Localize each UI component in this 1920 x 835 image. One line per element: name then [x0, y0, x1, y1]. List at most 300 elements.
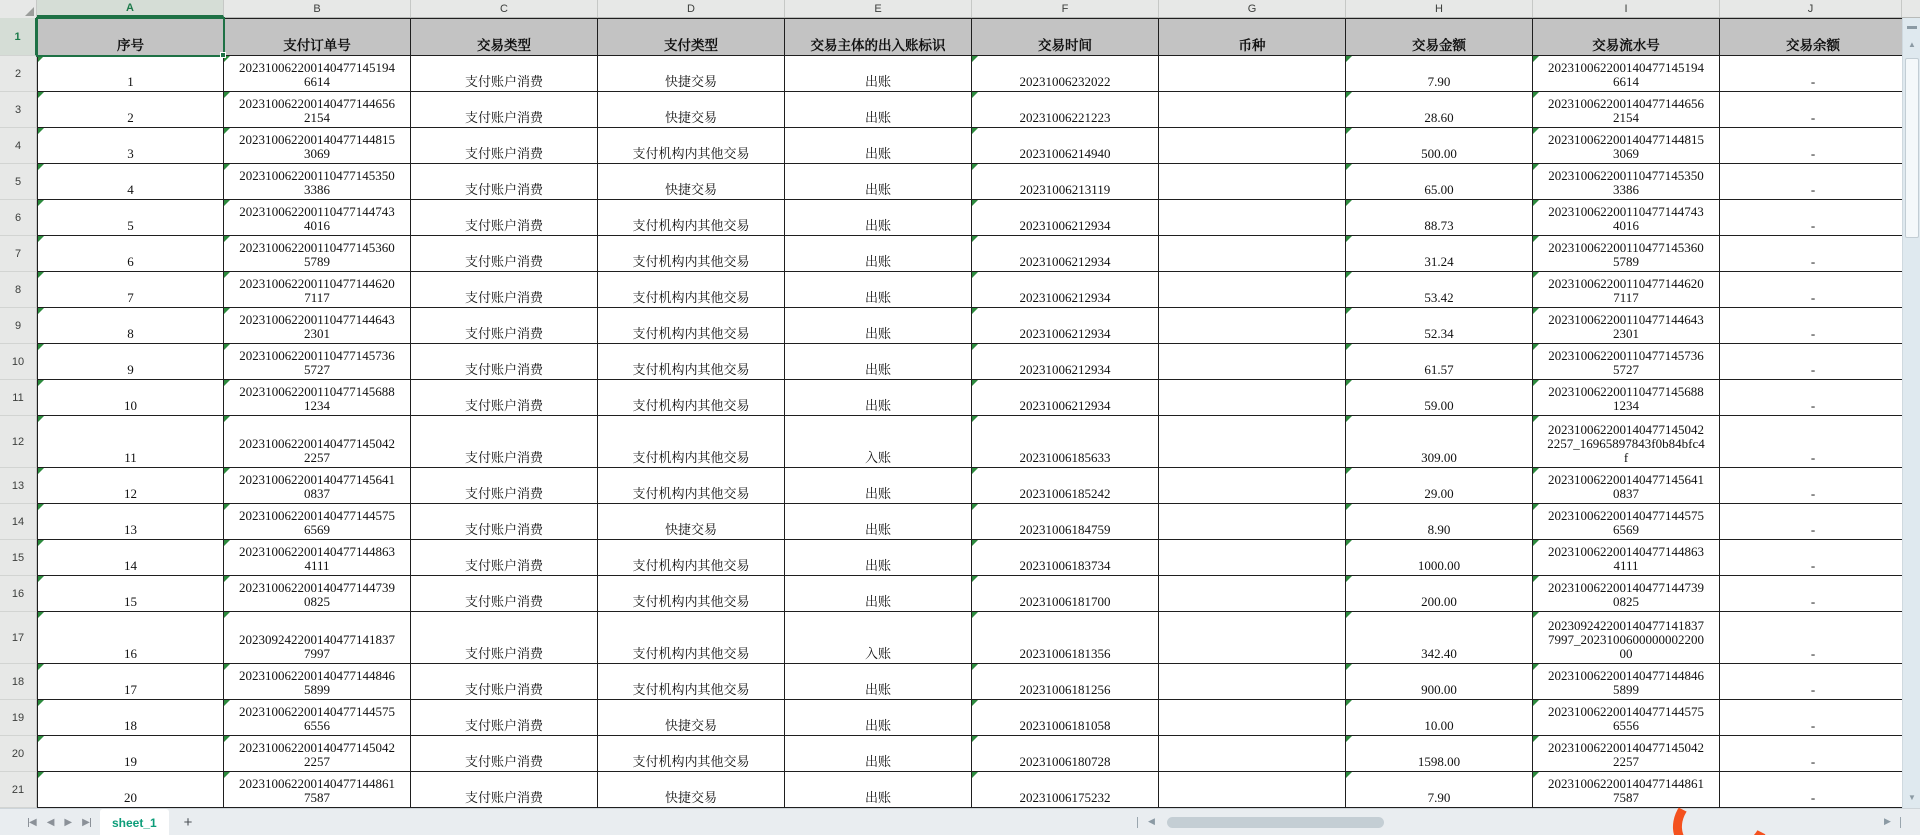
- cell-G17[interactable]: [1159, 612, 1346, 664]
- column-header-E[interactable]: E: [785, 0, 972, 17]
- cell-D13[interactable]: 支付机构内其他交易: [598, 468, 785, 504]
- row-header-9[interactable]: 9: [0, 308, 37, 344]
- select-all-triangle-icon: [25, 7, 34, 16]
- cell-C19[interactable]: 支付账户消费: [411, 700, 598, 736]
- cell-C12[interactable]: 支付账户消费: [411, 416, 598, 468]
- column-header-J[interactable]: J: [1720, 0, 1902, 17]
- cell-G16[interactable]: [1159, 576, 1346, 612]
- cell-B14[interactable]: [224, 504, 411, 540]
- cell-A14[interactable]: 13: [37, 504, 224, 540]
- cell-H21[interactable]: 7.90: [1346, 772, 1533, 808]
- scroll-up-icon[interactable]: ▲: [1908, 40, 1916, 49]
- cell-I15[interactable]: [1533, 540, 1720, 576]
- cell-H2[interactable]: 7.90: [1346, 56, 1533, 92]
- cell-C5[interactable]: 支付账户消费: [411, 164, 598, 200]
- cell-I14[interactable]: [1533, 504, 1720, 540]
- cell-text: 2023100622001104771456881234: [1548, 384, 1704, 413]
- number-stored-as-text-indicator-icon: [1346, 772, 1352, 778]
- header-cell-F[interactable]: 交易时间: [972, 18, 1159, 56]
- cell-D17[interactable]: 支付机构内其他交易: [598, 612, 785, 664]
- cell-E17[interactable]: 入账: [785, 612, 972, 664]
- cell-B20[interactable]: [224, 736, 411, 772]
- column-header-D[interactable]: D: [598, 0, 785, 17]
- cell-H17[interactable]: 342.40: [1346, 612, 1533, 664]
- cell-G3[interactable]: [1159, 92, 1346, 128]
- cell-D7[interactable]: 支付机构内其他交易: [598, 236, 785, 272]
- cell-D18[interactable]: 支付机构内其他交易: [598, 664, 785, 700]
- cell-H19[interactable]: 10.00: [1346, 700, 1533, 736]
- cell-H11[interactable]: 59.00: [1346, 380, 1533, 416]
- cell-C8[interactable]: 支付账户消费: [411, 272, 598, 308]
- cell-text: 2023100622001104771446207117: [239, 276, 395, 305]
- number-stored-as-text-indicator-icon: [224, 576, 230, 582]
- cell-F9[interactable]: 20231006212934: [972, 308, 1159, 344]
- scroll-right-icon[interactable]: ▶: [1884, 816, 1891, 826]
- cell-E9[interactable]: 出账: [785, 308, 972, 344]
- cell-F3[interactable]: 20231006221223: [972, 92, 1159, 128]
- cell-B7[interactable]: [224, 236, 411, 272]
- cell-A8[interactable]: 7: [37, 272, 224, 308]
- cell-F7[interactable]: 20231006212934: [972, 236, 1159, 272]
- cell-H8[interactable]: 53.42: [1346, 272, 1533, 308]
- row-header-3[interactable]: 3: [0, 92, 37, 128]
- cell-B6[interactable]: [224, 200, 411, 236]
- cell-I2[interactable]: [1533, 56, 1720, 92]
- cell-D5[interactable]: 快捷交易: [598, 164, 785, 200]
- cell-H20[interactable]: 1598.00: [1346, 736, 1533, 772]
- cell-I8[interactable]: [1533, 272, 1720, 308]
- cell-E2[interactable]: 出账: [785, 56, 972, 92]
- cell-D19[interactable]: 快捷交易: [598, 700, 785, 736]
- cell-J8[interactable]: -: [1720, 272, 1907, 308]
- cell-G19[interactable]: [1159, 700, 1346, 736]
- cell-E19[interactable]: 出账: [785, 700, 972, 736]
- row-header-12[interactable]: 12: [0, 416, 37, 468]
- cell-B12[interactable]: [224, 416, 411, 468]
- cell-I10[interactable]: [1533, 344, 1720, 380]
- column-header-C[interactable]: C: [411, 0, 598, 17]
- cell-E12[interactable]: 入账: [785, 416, 972, 468]
- number-stored-as-text-indicator-icon: [1533, 540, 1539, 546]
- cell-J10[interactable]: -: [1720, 344, 1907, 380]
- cell-H4[interactable]: 500.00: [1346, 128, 1533, 164]
- number-stored-as-text-indicator-icon: [1346, 700, 1352, 706]
- column-header-I[interactable]: I: [1533, 0, 1720, 17]
- cell-A17[interactable]: 16: [37, 612, 224, 664]
- number-stored-as-text-indicator-icon: [1346, 344, 1352, 350]
- cell-E3[interactable]: 出账: [785, 92, 972, 128]
- cell-D20[interactable]: 支付机构内其他交易: [598, 736, 785, 772]
- cell-C3[interactable]: 支付账户消费: [411, 92, 598, 128]
- cell-H9[interactable]: 52.34: [1346, 308, 1533, 344]
- header-cell-H[interactable]: 交易金额: [1346, 18, 1533, 56]
- cell-I12[interactable]: [1533, 416, 1720, 468]
- cell-F20[interactable]: 20231006180728: [972, 736, 1159, 772]
- cell-text: 2023100622001404771448465899: [1548, 668, 1704, 697]
- number-stored-as-text-indicator-icon: [972, 504, 978, 510]
- row-header-13[interactable]: 13: [0, 468, 37, 504]
- cell-I3[interactable]: [1533, 92, 1720, 128]
- cell-A11[interactable]: 10: [37, 380, 224, 416]
- header-cell-C[interactable]: 交易类型: [411, 18, 598, 56]
- cell-A15[interactable]: 14: [37, 540, 224, 576]
- cell-G10[interactable]: [1159, 344, 1346, 380]
- cell-H3[interactable]: 28.60: [1346, 92, 1533, 128]
- cell-E6[interactable]: 出账: [785, 200, 972, 236]
- cell-G18[interactable]: [1159, 664, 1346, 700]
- cell-D21[interactable]: 快捷交易: [598, 772, 785, 808]
- cell-D8[interactable]: 支付机构内其他交易: [598, 272, 785, 308]
- cell-C21[interactable]: 支付账户消费: [411, 772, 598, 808]
- cell-D3[interactable]: 快捷交易: [598, 92, 785, 128]
- cell-C20[interactable]: 支付账户消费: [411, 736, 598, 772]
- cell-F4[interactable]: 20231006214940: [972, 128, 1159, 164]
- cell-C9[interactable]: 支付账户消费: [411, 308, 598, 344]
- cell-text: 2023100622001104771453605789: [239, 240, 395, 269]
- cell-F18[interactable]: 20231006181256: [972, 664, 1159, 700]
- cell-G4[interactable]: [1159, 128, 1346, 164]
- number-stored-as-text-indicator-icon: [224, 164, 230, 170]
- cell-J7[interactable]: -: [1720, 236, 1907, 272]
- cell-G5[interactable]: [1159, 164, 1346, 200]
- cell-I17[interactable]: [1533, 612, 1720, 664]
- cell-G20[interactable]: [1159, 736, 1346, 772]
- cell-text: 2023100622001404771445756556: [239, 704, 395, 733]
- number-stored-as-text-indicator-icon: [1533, 128, 1539, 134]
- first-sheet-icon[interactable]: ◀: [29, 817, 37, 828]
- row-header-6[interactable]: 6: [0, 200, 37, 236]
- vertical-scrollbar-thumb[interactable]: [1905, 58, 1919, 238]
- cell-E5[interactable]: 出账: [785, 164, 972, 200]
- cell-G13[interactable]: [1159, 468, 1346, 504]
- cell-G7[interactable]: [1159, 236, 1346, 272]
- number-stored-as-text-indicator-icon: [224, 272, 230, 278]
- cell-J3[interactable]: -: [1720, 92, 1907, 128]
- header-cell-I[interactable]: 交易流水号: [1533, 18, 1720, 56]
- row-header-17[interactable]: 17: [0, 612, 37, 664]
- cell-A7[interactable]: 6: [37, 236, 224, 272]
- cell-A12[interactable]: 11: [37, 416, 224, 468]
- cell-D2[interactable]: 快捷交易: [598, 56, 785, 92]
- scroll-down-icon[interactable]: ▼: [1908, 793, 1916, 802]
- cell-E4[interactable]: 出账: [785, 128, 972, 164]
- cell-D16[interactable]: 支付机构内其他交易: [598, 576, 785, 612]
- number-stored-as-text-indicator-icon: [38, 92, 44, 98]
- scroll-left-icon[interactable]: ◀: [1148, 816, 1155, 826]
- number-stored-as-text-indicator-icon: [1346, 540, 1352, 546]
- cell-E7[interactable]: 出账: [785, 236, 972, 272]
- cell-text: 2023100622001104771457365727: [1548, 348, 1704, 377]
- cell-B5[interactable]: [224, 164, 411, 200]
- cell-D4[interactable]: 支付机构内其他交易: [598, 128, 785, 164]
- cell-A9[interactable]: 8: [37, 308, 224, 344]
- cell-B2[interactable]: [224, 56, 411, 92]
- cell-I16[interactable]: [1533, 576, 1720, 612]
- cell-H5[interactable]: 65.00: [1346, 164, 1533, 200]
- number-stored-as-text-indicator-icon: [972, 308, 978, 314]
- cell-I18[interactable]: [1533, 664, 1720, 700]
- cell-B19[interactable]: [224, 700, 411, 736]
- cell-H18[interactable]: 900.00: [1346, 664, 1533, 700]
- number-stored-as-text-indicator-icon: [38, 468, 44, 474]
- cell-G2[interactable]: [1159, 56, 1346, 92]
- cell-H16[interactable]: 200.00: [1346, 576, 1533, 612]
- number-stored-as-text-indicator-icon: [1346, 576, 1352, 582]
- row-header-15[interactable]: 15: [0, 540, 37, 576]
- cell-J4[interactable]: -: [1720, 128, 1907, 164]
- cell-J19[interactable]: -: [1720, 700, 1907, 736]
- row-header-14[interactable]: 14: [0, 504, 37, 540]
- cell-C2[interactable]: 支付账户消费: [411, 56, 598, 92]
- cell-B15[interactable]: [224, 540, 411, 576]
- number-stored-as-text-indicator-icon: [1346, 56, 1352, 62]
- cell-J13[interactable]: -: [1720, 468, 1907, 504]
- cell-B13[interactable]: [224, 468, 411, 504]
- column-header-F[interactable]: F: [972, 0, 1159, 17]
- header-cell-D[interactable]: 支付类型: [598, 18, 785, 56]
- cell-J6[interactable]: -: [1720, 200, 1907, 236]
- header-cell-A[interactable]: 序号: [37, 18, 224, 56]
- cell-F2[interactable]: 20231006232022: [972, 56, 1159, 92]
- cell-B11[interactable]: [224, 380, 411, 416]
- cell-A4[interactable]: 3: [37, 128, 224, 164]
- cell-A6[interactable]: 5: [37, 200, 224, 236]
- cell-C4[interactable]: 支付账户消费: [411, 128, 598, 164]
- cell-C18[interactable]: 支付账户消费: [411, 664, 598, 700]
- cell-A10[interactable]: 9: [37, 344, 224, 380]
- cell-C10[interactable]: 支付账户消费: [411, 344, 598, 380]
- cell-A20[interactable]: 19: [37, 736, 224, 772]
- cell-I5[interactable]: [1533, 164, 1720, 200]
- cell-F14[interactable]: 20231006184759: [972, 504, 1159, 540]
- header-cell-J[interactable]: 交易余额: [1720, 18, 1907, 56]
- number-stored-as-text-indicator-icon: [38, 416, 44, 422]
- cell-A16[interactable]: 15: [37, 576, 224, 612]
- row-header-5[interactable]: 5: [0, 164, 37, 200]
- row-header-16[interactable]: 16: [0, 576, 37, 612]
- row-header-10[interactable]: 10: [0, 344, 37, 380]
- cell-B8[interactable]: [224, 272, 411, 308]
- cell-G8[interactable]: [1159, 272, 1346, 308]
- cell-G9[interactable]: [1159, 308, 1346, 344]
- cell-B10[interactable]: [224, 344, 411, 380]
- cell-I19[interactable]: [1533, 700, 1720, 736]
- cell-G21[interactable]: [1159, 772, 1346, 808]
- vertical-scrollbar[interactable]: [1902, 18, 1920, 808]
- cell-F12[interactable]: 20231006185633: [972, 416, 1159, 468]
- cell-J12[interactable]: -: [1720, 416, 1907, 468]
- cell-I21[interactable]: [1533, 772, 1720, 808]
- cell-E16[interactable]: 出账: [785, 576, 972, 612]
- cell-A2[interactable]: 1: [37, 56, 224, 92]
- cell-H15[interactable]: 1000.00: [1346, 540, 1533, 576]
- cell-J17[interactable]: -: [1720, 612, 1907, 664]
- number-stored-as-text-indicator-icon: [38, 128, 44, 134]
- cell-A5[interactable]: 4: [37, 164, 224, 200]
- cell-E18[interactable]: 出账: [785, 664, 972, 700]
- cell-A19[interactable]: 18: [37, 700, 224, 736]
- cell-E20[interactable]: 出账: [785, 736, 972, 772]
- row-header-7[interactable]: 7: [0, 236, 37, 272]
- horizontal-scrollbar-thumb[interactable]: [1167, 817, 1384, 828]
- sheet-tab-active[interactable]: sheet_1: [100, 809, 169, 835]
- number-stored-as-text-indicator-icon: [1533, 772, 1539, 778]
- cell-F6[interactable]: 20231006212934: [972, 200, 1159, 236]
- cell-G15[interactable]: [1159, 540, 1346, 576]
- number-stored-as-text-indicator-icon: [1533, 200, 1539, 206]
- cell-E10[interactable]: 出账: [785, 344, 972, 380]
- cell-G14[interactable]: [1159, 504, 1346, 540]
- row-header-11[interactable]: 11: [0, 380, 37, 416]
- cell-E15[interactable]: 出账: [785, 540, 972, 576]
- cell-B16[interactable]: [224, 576, 411, 612]
- cell-C7[interactable]: 支付账户消费: [411, 236, 598, 272]
- column-header-G[interactable]: G: [1159, 0, 1346, 17]
- number-stored-as-text-indicator-icon: [224, 200, 230, 206]
- cell-D15[interactable]: 支付机构内其他交易: [598, 540, 785, 576]
- number-stored-as-text-indicator-icon: [1346, 504, 1352, 510]
- column-header-H[interactable]: H: [1346, 0, 1533, 17]
- cell-F16[interactable]: 20231006181700: [972, 576, 1159, 612]
- number-stored-as-text-indicator-icon: [972, 380, 978, 386]
- cell-C13[interactable]: 支付账户消费: [411, 468, 598, 504]
- cell-J11[interactable]: -: [1720, 380, 1907, 416]
- table-header-row: [0, 18, 1907, 56]
- last-sheet-icon[interactable]: ▶: [82, 817, 90, 828]
- cell-H12[interactable]: 309.00: [1346, 416, 1533, 468]
- cell-I4[interactable]: [1533, 128, 1720, 164]
- cell-F13[interactable]: 20231006185242: [972, 468, 1159, 504]
- cell-F10[interactable]: 20231006212934: [972, 344, 1159, 380]
- split-handle-icon[interactable]: [1907, 26, 1917, 29]
- header-cell-B[interactable]: 支付订单号: [224, 18, 411, 56]
- number-stored-as-text-indicator-icon: [972, 200, 978, 206]
- cell-J21[interactable]: -: [1720, 772, 1907, 808]
- number-stored-as-text-indicator-icon: [1346, 416, 1352, 422]
- row-header-1[interactable]: 1: [0, 18, 37, 56]
- cell-D11[interactable]: 支付机构内其他交易: [598, 380, 785, 416]
- cell-H7[interactable]: 31.24: [1346, 236, 1533, 272]
- cell-E11[interactable]: 出账: [785, 380, 972, 416]
- cell-J20[interactable]: -: [1720, 736, 1907, 772]
- column-header-A[interactable]: A: [37, 0, 224, 17]
- sheet-navigation: [28, 809, 91, 835]
- number-stored-as-text-indicator-icon: [972, 468, 978, 474]
- cell-C15[interactable]: 支付账户消费: [411, 540, 598, 576]
- cell-I11[interactable]: [1533, 380, 1720, 416]
- next-sheet-icon[interactable]: ▶: [64, 817, 73, 828]
- cell-I9[interactable]: [1533, 308, 1720, 344]
- cell-D9[interactable]: 支付机构内其他交易: [598, 308, 785, 344]
- cell-C17[interactable]: 支付账户消费: [411, 612, 598, 664]
- column-header-B[interactable]: B: [224, 0, 411, 17]
- cell-J2[interactable]: -: [1720, 56, 1907, 92]
- header-cell-G[interactable]: 币种: [1159, 18, 1346, 56]
- cell-F19[interactable]: 20231006181058: [972, 700, 1159, 736]
- cell-B9[interactable]: [224, 308, 411, 344]
- select-all-corner[interactable]: [0, 0, 37, 18]
- table-row: [0, 700, 1907, 736]
- number-stored-as-text-indicator-icon: [972, 128, 978, 134]
- cell-F11[interactable]: 20231006212934: [972, 380, 1159, 416]
- cell-I20[interactable]: [1533, 736, 1720, 772]
- cell-G12[interactable]: [1159, 416, 1346, 468]
- cell-J9[interactable]: -: [1720, 308, 1907, 344]
- number-stored-as-text-indicator-icon: [1346, 736, 1352, 742]
- cell-F8[interactable]: 20231006212934: [972, 272, 1159, 308]
- cell-E21[interactable]: 出账: [785, 772, 972, 808]
- cell-H13[interactable]: 29.00: [1346, 468, 1533, 504]
- row-header-20[interactable]: 20: [0, 736, 37, 772]
- row-header-2[interactable]: 2: [0, 56, 37, 92]
- row-header-19[interactable]: 19: [0, 700, 37, 736]
- header-cell-E[interactable]: 交易主体的出入账标识: [785, 18, 972, 56]
- cell-A3[interactable]: 2: [37, 92, 224, 128]
- cell-B4[interactable]: [224, 128, 411, 164]
- cell-I13[interactable]: [1533, 468, 1720, 504]
- cell-F17[interactable]: 20231006181356: [972, 612, 1159, 664]
- cell-B18[interactable]: [224, 664, 411, 700]
- cell-I6[interactable]: [1533, 200, 1720, 236]
- cell-text: 2023100622001104771446432301: [1548, 312, 1704, 341]
- cell-A13[interactable]: 12: [37, 468, 224, 504]
- row-header-21[interactable]: 21: [0, 772, 37, 808]
- cell-D12[interactable]: 支付机构内其他交易: [598, 416, 785, 468]
- hscroll-right-stop: [1900, 817, 1901, 828]
- cell-C16[interactable]: 支付账户消费: [411, 576, 598, 612]
- number-stored-as-text-indicator-icon: [224, 416, 230, 422]
- cell-C14[interactable]: 支付账户消费: [411, 504, 598, 540]
- row-header-8[interactable]: 8: [0, 272, 37, 308]
- cell-F21[interactable]: 20231006175232: [972, 772, 1159, 808]
- row-header-4[interactable]: 4: [0, 128, 37, 164]
- cell-G6[interactable]: [1159, 200, 1346, 236]
- cell-A18[interactable]: 17: [37, 664, 224, 700]
- number-stored-as-text-indicator-icon: [38, 236, 44, 242]
- cell-text: 2023100622001104771453503386: [1548, 168, 1704, 197]
- cell-E8[interactable]: 出账: [785, 272, 972, 308]
- cell-B17[interactable]: [224, 612, 411, 664]
- cell-B3[interactable]: [224, 92, 411, 128]
- cell-text: 2023092422001404771418377997_202310060000000220000: [1548, 618, 1704, 661]
- cell-F5[interactable]: 20231006213119: [972, 164, 1159, 200]
- cell-D10[interactable]: 支付机构内其他交易: [598, 344, 785, 380]
- cell-A21[interactable]: 20: [37, 772, 224, 808]
- cell-J5[interactable]: -: [1720, 164, 1907, 200]
- cell-B21[interactable]: [224, 772, 411, 808]
- cell-J14[interactable]: -: [1720, 504, 1907, 540]
- cell-I7[interactable]: [1533, 236, 1720, 272]
- cell-C11[interactable]: 支付账户消费: [411, 380, 598, 416]
- row-header-18[interactable]: 18: [0, 664, 37, 700]
- cell-J18[interactable]: -: [1720, 664, 1907, 700]
- cell-H6[interactable]: 88.73: [1346, 200, 1533, 236]
- cell-J16[interactable]: -: [1720, 576, 1907, 612]
- cell-H10[interactable]: 61.57: [1346, 344, 1533, 380]
- cell-G11[interactable]: [1159, 380, 1346, 416]
- cell-H14[interactable]: 8.90: [1346, 504, 1533, 540]
- cell-E14[interactable]: 出账: [785, 504, 972, 540]
- cell-C6[interactable]: 支付账户消费: [411, 200, 598, 236]
- prev-sheet-icon[interactable]: ◀: [46, 817, 55, 828]
- cell-F15[interactable]: 20231006183734: [972, 540, 1159, 576]
- cell-D6[interactable]: 支付机构内其他交易: [598, 200, 785, 236]
- add-sheet-button[interactable]: +: [183, 813, 193, 831]
- cell-E13[interactable]: 出账: [785, 468, 972, 504]
- cell-J15[interactable]: -: [1720, 540, 1907, 576]
- table-row: [0, 272, 1907, 308]
- cell-D14[interactable]: 快捷交易: [598, 504, 785, 540]
